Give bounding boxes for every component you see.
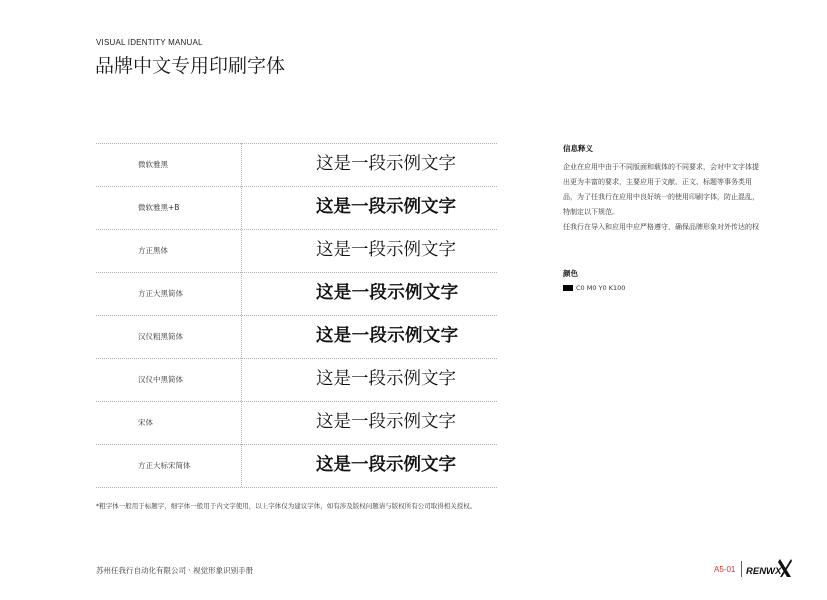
font-name: 方正大黑简体 bbox=[138, 289, 183, 298]
font-sample: 这是一段示例文字 bbox=[316, 455, 456, 475]
info-body bbox=[563, 160, 803, 235]
font-sample: 这是一段示例文字 bbox=[316, 283, 459, 303]
font-name: 方正大标宋简体 bbox=[138, 461, 191, 470]
font-name: 方正黑体 bbox=[138, 246, 168, 255]
font-table bbox=[96, 143, 497, 487]
font-row bbox=[96, 186, 497, 229]
color-swatch-row bbox=[563, 283, 625, 292]
color-value: C0 M0 Y0 K100 bbox=[576, 283, 626, 292]
font-sample: 这是一段示例文字 bbox=[316, 412, 456, 432]
font-sample: 这是一段示例文字 bbox=[316, 326, 459, 346]
font-row bbox=[96, 272, 497, 315]
font-row bbox=[96, 315, 497, 358]
info-line: 出更为丰富的要求，主要应用于文献、正文、标题等事务类用 bbox=[563, 178, 752, 186]
footer-company: 苏州任我行自动化有限公司 · 视觉形象识别手册 bbox=[96, 566, 254, 575]
footnote: *粗字体一般用于标题字，细字体一般用于内文字使用，以上字体仅为建议字体，如有涉及版权问题请与版权所有公司取得相关授权。 bbox=[96, 502, 477, 510]
font-row bbox=[96, 444, 497, 487]
color-title: 颜色 bbox=[563, 269, 578, 278]
logo-text: RENWX bbox=[746, 566, 782, 577]
font-row bbox=[96, 229, 497, 272]
info-line: 任我行在导入和应用中应严格遵守，确保品牌形象对外传达的权 bbox=[563, 223, 759, 231]
font-row bbox=[96, 143, 497, 186]
font-sample: 这是一段示例文字 bbox=[316, 240, 456, 260]
font-name: 宋体 bbox=[138, 418, 153, 427]
footer-separator bbox=[741, 561, 742, 577]
manual-eyebrow: VISUAL IDENTITY MANUAL bbox=[96, 38, 203, 47]
font-name: 微软雅黑 bbox=[138, 160, 168, 169]
font-row bbox=[96, 401, 497, 444]
info-line: 企业在应用中由于不同版面和载体的不同要求，会对中文字体提 bbox=[563, 163, 759, 171]
table-divider bbox=[96, 487, 497, 488]
font-name: 微软雅黑+B bbox=[138, 203, 180, 212]
renwx-logo bbox=[746, 557, 792, 579]
page-title: 品牌中文专用印刷字体 bbox=[95, 55, 286, 77]
font-row bbox=[96, 358, 497, 401]
page-number: A5-01 bbox=[714, 565, 736, 574]
info-line: 特制定以下规范。 bbox=[563, 208, 619, 216]
info-title: 信息释义 bbox=[563, 144, 593, 153]
font-sample: 这是一段示例文字 bbox=[316, 197, 456, 217]
font-name: 汉仪粗黑简体 bbox=[138, 332, 183, 341]
font-sample: 这是一段示例文字 bbox=[316, 154, 456, 174]
font-name: 汉仪中黑简体 bbox=[138, 375, 183, 384]
color-swatch bbox=[563, 285, 573, 291]
info-line: 品，为了任我行在应用中良好统一的使用印刷字体，防止混乱， bbox=[563, 193, 759, 201]
info-panel bbox=[563, 143, 803, 235]
font-sample: 这是一段示例文字 bbox=[316, 369, 456, 389]
